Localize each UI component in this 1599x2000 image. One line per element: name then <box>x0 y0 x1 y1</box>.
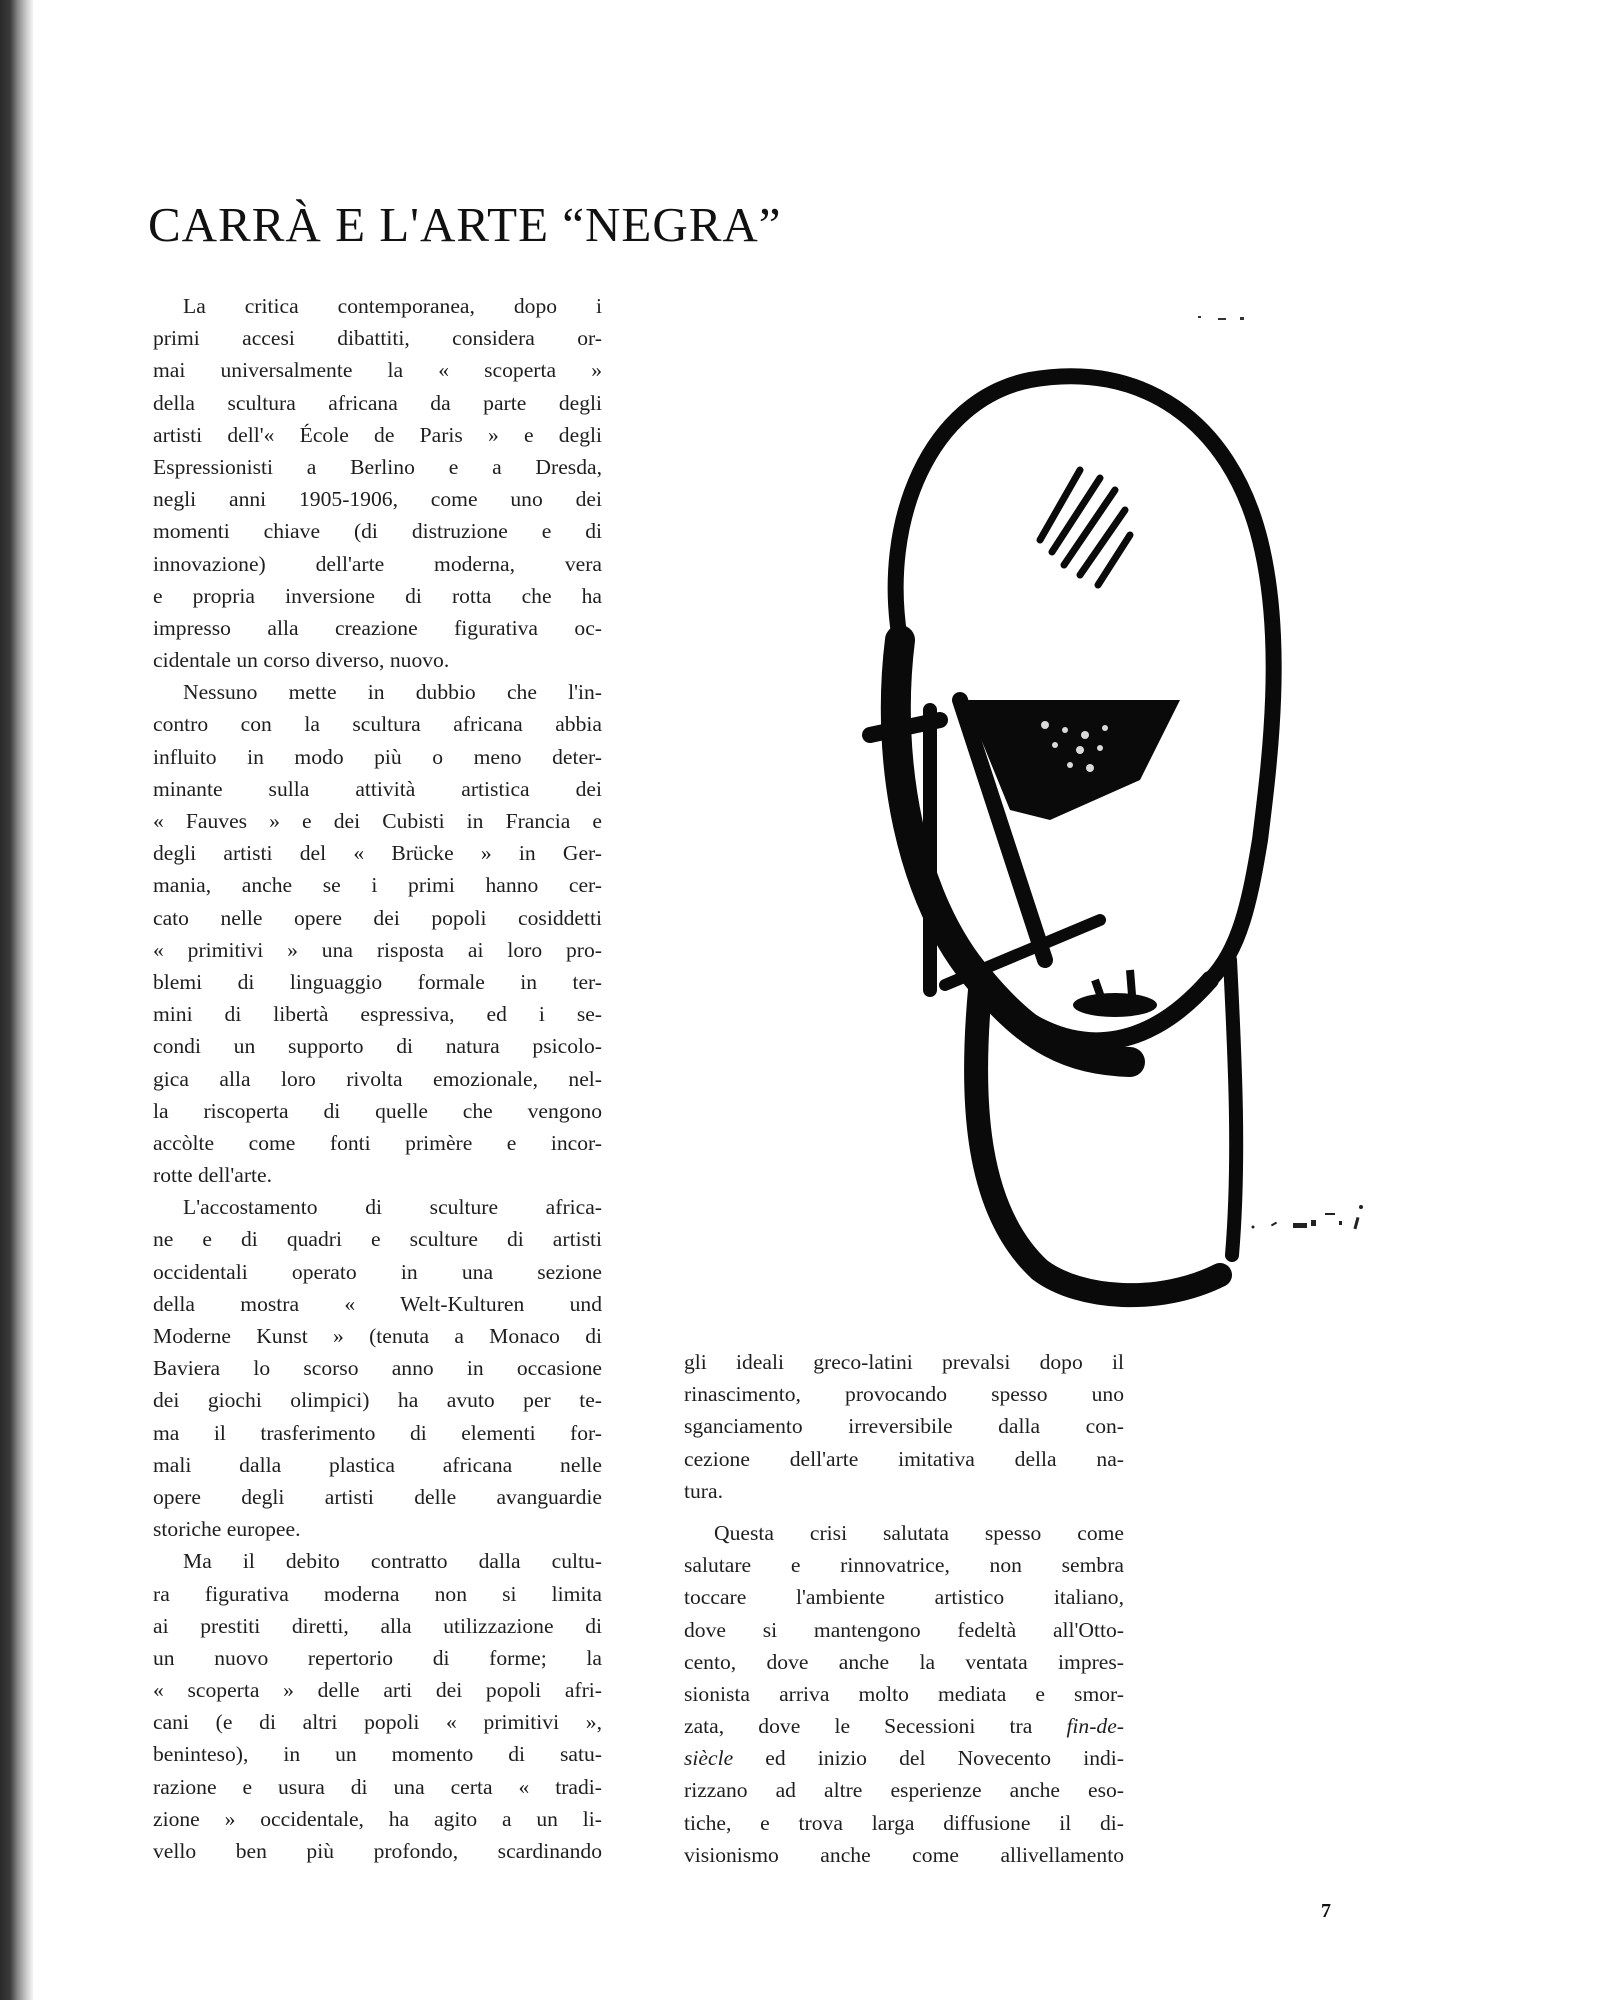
head-outline <box>896 376 1274 980</box>
scan-speck <box>1240 317 1244 320</box>
text-line: tura. <box>684 1478 723 1503</box>
text-line: sionista arriva molto mediata e smor- <box>684 1681 1124 1706</box>
text-line: zione » occidentale, ha agito a un li- <box>153 1806 602 1831</box>
text-line: « scoperta » delle arti dei popoli afri- <box>153 1678 602 1703</box>
artist-signature <box>1245 1205 1395 1235</box>
scan-binding-edge <box>0 0 34 2000</box>
neck-right-stroke <box>1230 960 1236 1255</box>
text-line: gli ideali greco-latini prevalsi dopo il <box>684 1350 1124 1374</box>
text-line: sganciamento irreversibile dalla con- <box>684 1414 1124 1439</box>
text-line: Questa crisi salutata spesso come <box>714 1520 1124 1545</box>
text-line: opere degli artisti delle avanguardie <box>153 1484 602 1509</box>
text-line: L'accostamento di sculture africa- <box>183 1195 602 1220</box>
text-line: ai prestiti diretti, alla utilizzazione di <box>153 1613 602 1638</box>
text-line: La critica contemporanea, dopo i <box>183 294 602 318</box>
text-line: della mostra « Welt-Kulturen und <box>153 1291 602 1316</box>
text-line: tiche, e trova larga diffusione il di- <box>684 1810 1124 1835</box>
text-fragment: ed inizio del Novecento indi- <box>733 1746 1124 1771</box>
text-line: mania, anche se i primi hanno cer- <box>153 873 602 898</box>
text-line: rizzano ad altre esperienze anche eso- <box>684 1778 1124 1803</box>
text-line: influito in modo più o meno deter- <box>153 744 602 769</box>
text-line: primi accesi dibattiti, considera or- <box>153 326 602 351</box>
text-line: Baviera lo scorso anno in occasione <box>153 1356 602 1381</box>
text-line: Espressionisti a Berlino e a Dresda, <box>153 454 602 479</box>
text-line: ne e di quadri e sculture di artisti <box>153 1227 602 1252</box>
text-line: cidentale un corso diverso, nuovo. <box>153 648 450 673</box>
text-line: condi un supporto di natura psicolo- <box>153 1034 602 1059</box>
text-line: degli artisti del « Brücke » in Ger- <box>153 841 602 866</box>
text-line: cento, dove anche la ventata impres- <box>684 1649 1124 1674</box>
text-line: dove si mantengono fedeltà all'Otto- <box>684 1617 1124 1642</box>
right-text-column <box>684 1346 1124 1871</box>
page-number: 7 <box>1321 1900 1331 1922</box>
text-line: cezione dell'arte imitativa della na- <box>684 1446 1124 1471</box>
text-line: e propria inversione di rotta che ha <box>153 583 602 608</box>
scan-speck <box>1198 316 1201 318</box>
text-line <box>684 1710 1124 1742</box>
mouth-shape <box>1073 993 1157 1017</box>
text-line: salutare e rinnovatrice, non sembra <box>684 1553 1124 1578</box>
text-line: accòlte come fonti primère e incor- <box>153 1130 602 1155</box>
text-line: Ma il debito contratto dalla cultu- <box>183 1549 602 1574</box>
text-line: artisti dell'« École de Paris » e degli <box>153 422 602 447</box>
text-line <box>684 1742 1124 1774</box>
italic-fragment: siècle <box>684 1746 734 1771</box>
text-line: innovazione) dell'arte moderna, vera <box>153 551 602 576</box>
text-line: gica alla loro rivolta emozionale, nel- <box>153 1066 602 1091</box>
text-line: « primitivi » una risposta ai loro pro- <box>153 937 602 962</box>
text-line: razione e usura di una certa « tradi- <box>153 1774 602 1799</box>
text-line: della scultura africana da parte degli <box>153 390 602 415</box>
text-line: mali dalla plastica africana nelle <box>153 1452 602 1477</box>
text-line: Moderne Kunst » (tenuta a Monaco di <box>153 1324 602 1348</box>
text-line: blemi di linguaggio formale in ter- <box>153 969 602 994</box>
text-line: occidentali operato in una sezione <box>153 1259 602 1284</box>
text-line: mini di libertà espressiva, ed i se- <box>153 1002 602 1027</box>
text-line: « Fauves » e dei Cubisti in Francia e <box>153 809 602 833</box>
text-line: contro con la scultura africana abbia <box>153 712 602 737</box>
text-line: visionismo anche come allivellamento <box>684 1842 1124 1867</box>
page-title: CARRÀ E L'ARTE “NEGRA” <box>148 197 782 252</box>
text-line: mai universalmente la « scoperta » <box>153 358 602 383</box>
text-line: dei giochi olimpici) ha avuto per te- <box>153 1388 602 1413</box>
text-line: toccare l'ambiente artistico italiano, <box>684 1585 1124 1610</box>
text-line: beninteso), in un momento di satu- <box>153 1742 602 1767</box>
text-line: un nuovo repertorio di forme; la <box>153 1645 602 1670</box>
text-line: storiche europee. <box>153 1517 301 1542</box>
text-line: ma il trasferimento di elementi for- <box>153 1420 602 1445</box>
text-line: vello ben più profondo, scardinando <box>153 1839 602 1863</box>
italic-fragment: fin-de- <box>1066 1714 1124 1739</box>
head-drawing-illustration <box>840 340 1300 1320</box>
text-line: minante sulla attività artistica dei <box>153 776 602 801</box>
text-line: impresso alla creazione figurativa oc- <box>153 615 602 640</box>
text-line: momenti chiave (di distruzione e di <box>153 519 602 544</box>
text-line: ra figurativa moderna non si limita <box>153 1581 602 1606</box>
text-line: negli anni 1905-1906, come uno dei <box>153 487 602 512</box>
text-line: rinascimento, provocando spesso uno <box>684 1382 1124 1407</box>
scan-speck <box>1218 318 1226 320</box>
text-fragment: zata, dove le Secessioni tra <box>684 1714 1067 1739</box>
left-text-column <box>153 290 602 1867</box>
text-line: la riscoperta di quelle che vengono <box>153 1098 602 1123</box>
text-line: cato nelle opere dei popoli cosiddetti <box>153 905 602 930</box>
text-line: cani (e di altri popoli « primitivi », <box>153 1710 602 1735</box>
text-line: rotte dell'arte. <box>153 1163 272 1188</box>
text-line: Nessuno mette in dubbio che l'in- <box>183 680 602 705</box>
